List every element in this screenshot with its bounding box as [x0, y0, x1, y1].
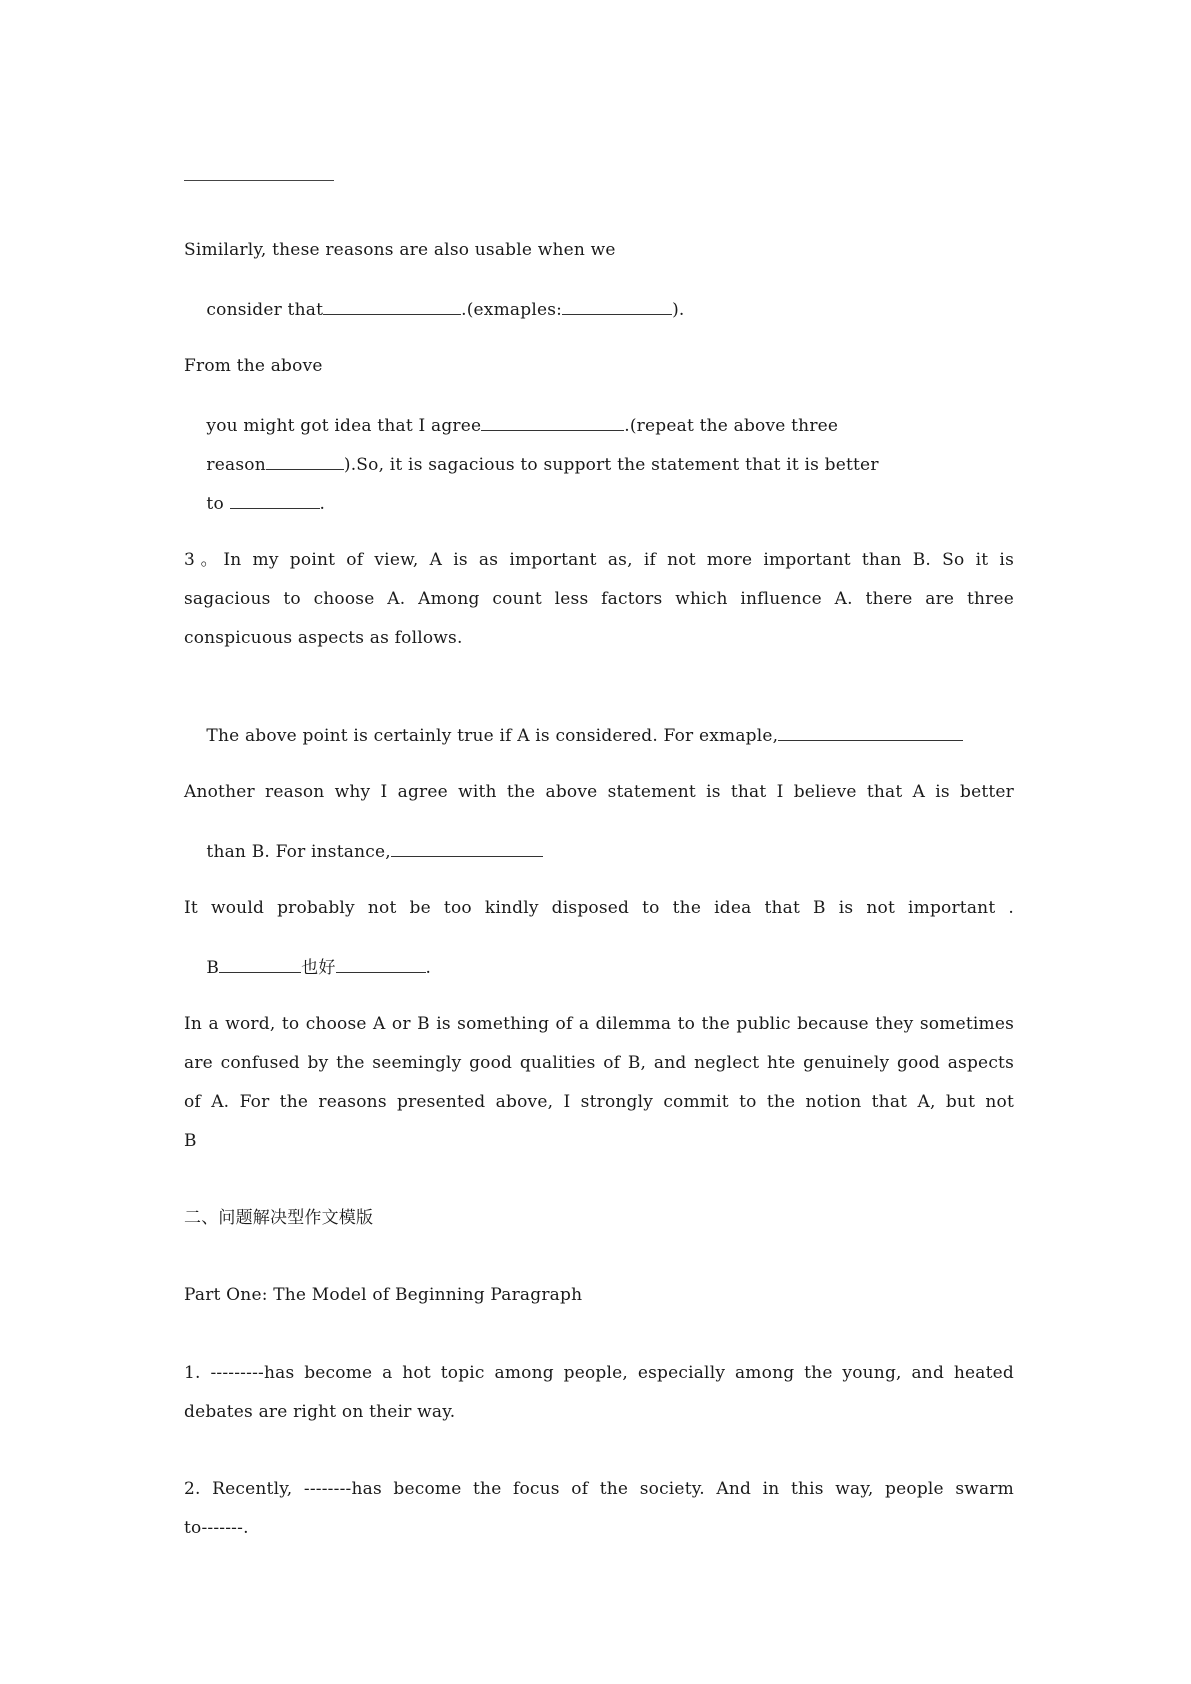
text-line: Another reason why I agree with the above statement is that I believe that A is better	[184, 782, 1014, 802]
text-line: to-------.	[184, 1518, 249, 1538]
fill-blank	[562, 298, 672, 315]
fill-blank	[266, 453, 344, 470]
text-line: than B. For instance,	[184, 823, 543, 878]
text-line: The above point is certainly true if A is considered. For exmaple,	[184, 707, 963, 762]
blank-line	[184, 180, 334, 181]
text-line: It would probably not be too kindly disposed to the idea that B is not important .	[184, 898, 1014, 918]
text-line: debates are right on their way.	[184, 1402, 456, 1422]
text-line: consider that .(exmaples: ).	[206, 300, 685, 320]
fill-blank	[219, 956, 301, 973]
text-line: you might got idea that I agree .(repeat the above three	[206, 416, 839, 436]
text-line: In a word, to choose A or B is something of a dilemma to the public because they sometimes	[184, 1014, 1014, 1034]
section-subheading: Part One: The Model of Beginning Paragraph	[184, 1285, 583, 1305]
fill-blank	[336, 956, 426, 973]
text-line: 3。In my point of view, A is as important as, if not more important than B. So it is	[184, 550, 1014, 570]
text-line: of A. For the reasons presented above, I strongly commit to the notion that A, but not	[184, 1092, 1014, 1112]
text-line: reason ).So, it is sagacious to support the statement that it is better	[206, 455, 879, 475]
section-heading: 二、问题解决型作文模版	[184, 1208, 374, 1228]
text-line: B 也好 .	[206, 958, 432, 978]
text-line: Similarly, these reasons are also usable when we	[184, 240, 616, 260]
text-line: From the above	[184, 356, 323, 376]
text-line: are confused by the seemingly good qualities of B, and neglect hte genuinely good aspects	[184, 1053, 1014, 1073]
text-line: 2. Recently, --------has become the focus of the society. And in this way, people swarm	[184, 1479, 1014, 1499]
text-line: sagacious to choose A. Among count less factors which influence A. there are three	[184, 589, 1014, 609]
fill-blank	[323, 298, 461, 315]
fill-blank	[230, 492, 320, 509]
fill-blank	[778, 724, 963, 741]
text-line: to .	[206, 494, 326, 514]
fill-blank	[391, 840, 543, 857]
fill-blank	[481, 414, 624, 431]
text-line: B	[184, 1131, 197, 1151]
text-line: 1. ---------has become a hot topic among people, especially among the young, and heated	[184, 1363, 1014, 1383]
text-line: conspicuous aspects as follows.	[184, 628, 463, 648]
